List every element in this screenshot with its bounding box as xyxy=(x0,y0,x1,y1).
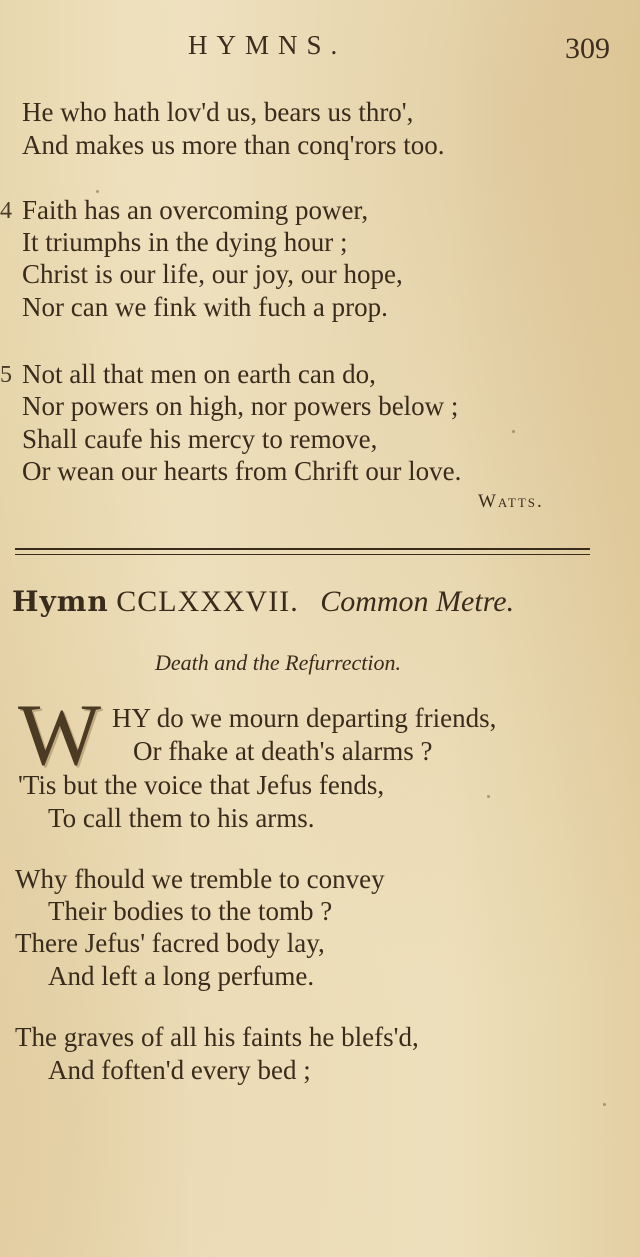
running-header-title: HYMNS. xyxy=(188,30,347,60)
verse-line: There Jefus' facred body lay, xyxy=(15,928,325,958)
paper-speck xyxy=(96,190,99,193)
verse-line: To call them to his arms. xyxy=(48,803,315,833)
stanza-number: 4 xyxy=(0,198,12,224)
paper-speck xyxy=(487,795,490,798)
verse-line: Nor powers on high, nor powers below ; xyxy=(22,391,459,421)
verse-line: Why fhould we tremble to convey xyxy=(15,864,385,894)
verse-line: Their bodies to the tomb ? xyxy=(48,896,333,926)
drop-cap-letter: W xyxy=(18,687,102,784)
verse-line: Not all that men on earth can do, xyxy=(22,359,376,389)
hymn-number: CCLXXXVII. xyxy=(116,585,299,618)
verse-line: Nor can we fink with fuch a prop. xyxy=(22,292,388,322)
verse-line: And makes us more than conq'rors too. xyxy=(22,130,445,160)
verse-line: HY do we mourn departing friends, xyxy=(112,703,497,733)
section-rule-thin xyxy=(15,554,590,555)
verse-line: Faith has an overcoming power, xyxy=(22,195,369,225)
page-number: 309 xyxy=(565,32,610,65)
stanza-number: 5 xyxy=(0,362,12,388)
hymn-metre: Common Metre. xyxy=(320,585,515,618)
author-attribution: Watts. xyxy=(478,491,544,512)
verse-line: He who hath lov'd us, bears us thro', xyxy=(22,97,414,127)
verse-line: Christ is our life, our joy, our hope, xyxy=(22,259,403,289)
hymn-label: Hymn xyxy=(12,585,109,618)
verse-line: And foften'd every bed ; xyxy=(48,1055,311,1085)
paper-speck xyxy=(603,1103,606,1106)
hymn-subtitle: Death and the Refurrection. xyxy=(155,650,402,675)
section-rule xyxy=(15,548,590,550)
paper-speck xyxy=(512,430,515,433)
hymn-heading xyxy=(12,585,514,619)
verse-line: Shall caufe his mercy to remove, xyxy=(22,424,378,454)
verse-line: Or wean our hearts from Chrift our love. xyxy=(22,456,462,486)
verse-line: Or fhake at death's alarms ? xyxy=(133,736,433,766)
verse-line: The graves of all his faints he blefs'd, xyxy=(15,1022,419,1052)
verse-line: And left a long perfume. xyxy=(48,961,315,991)
verse-line: It triumphs in the dying hour ; xyxy=(22,227,348,257)
verse-line: 'Tis but the voice that Jefus fends, xyxy=(18,770,385,800)
